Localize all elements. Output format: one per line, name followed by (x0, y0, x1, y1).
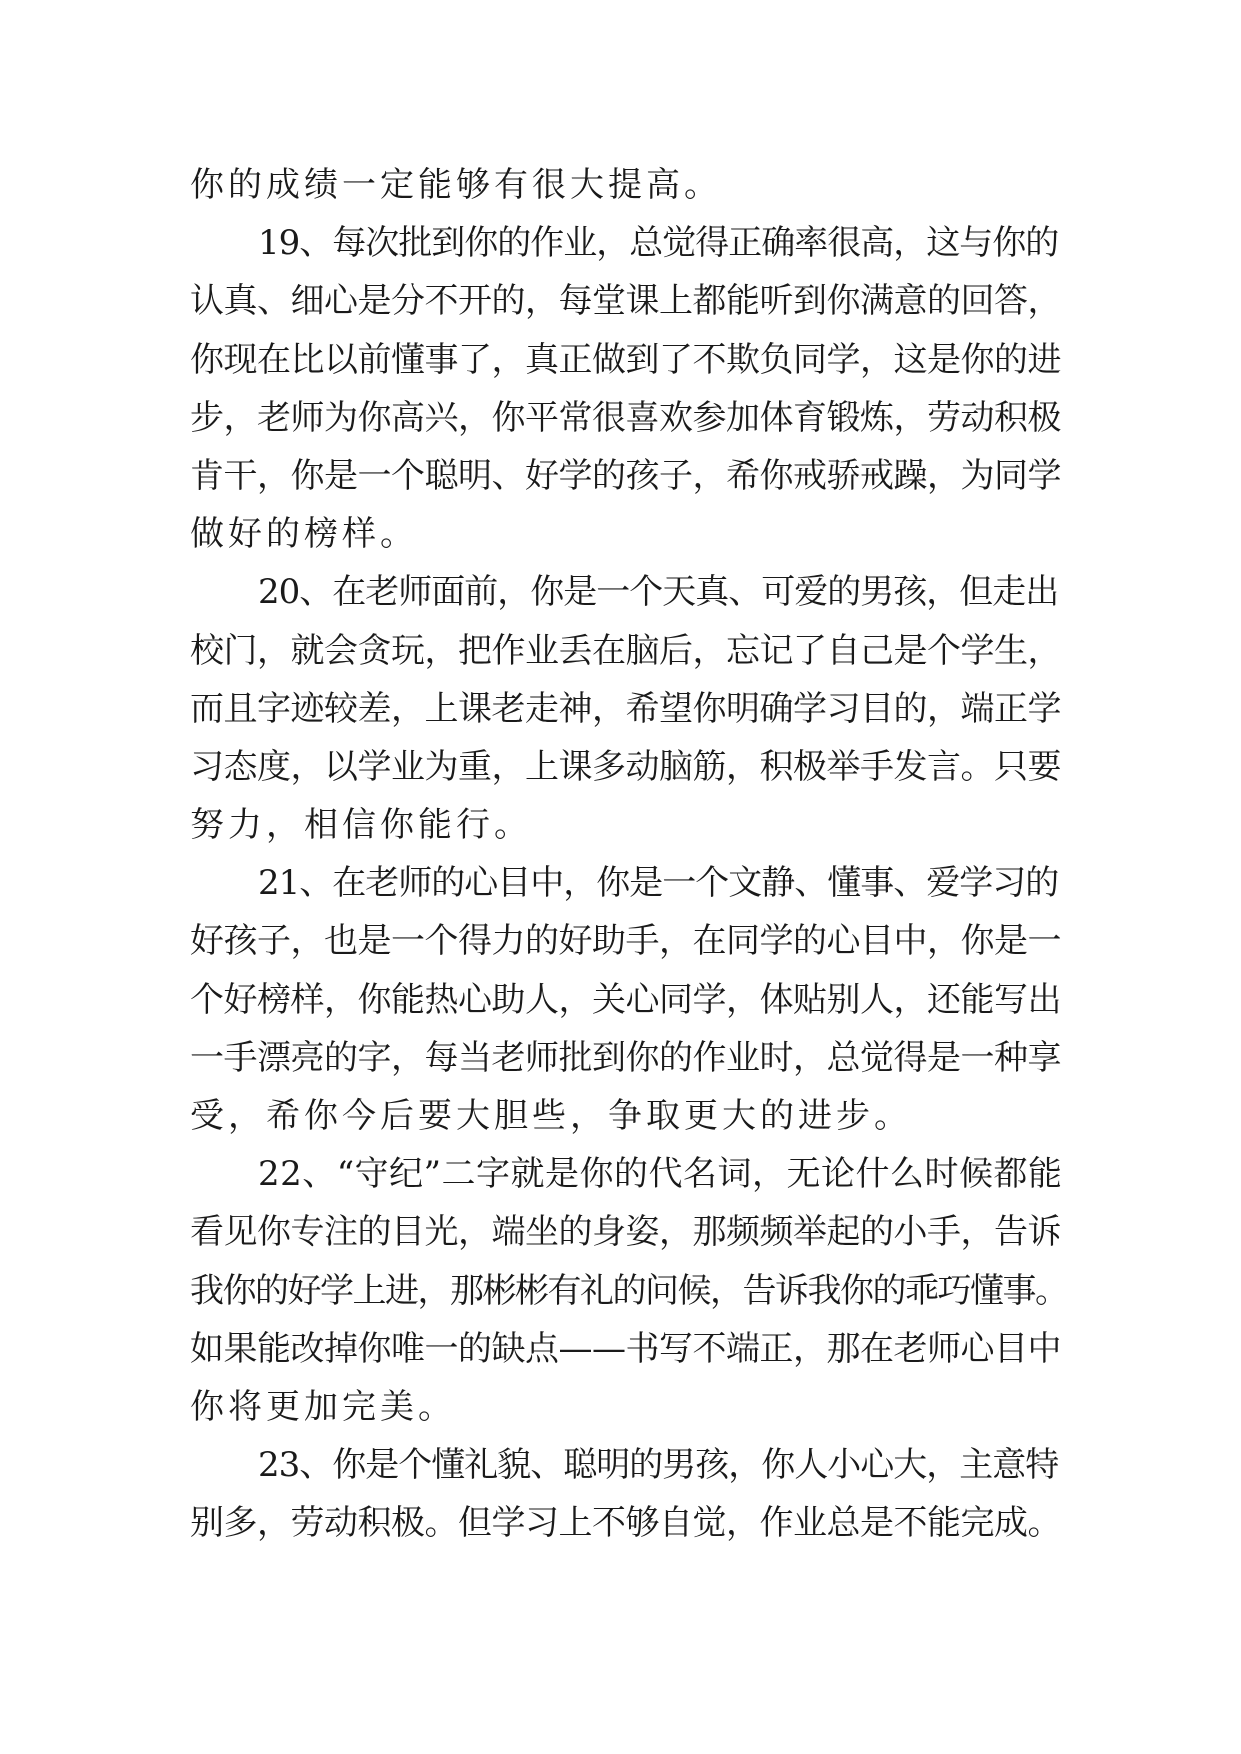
text-line: 你的成绩一定能够有很大提高。 (190, 165, 722, 205)
text-line: 校门，就会贪玩，把作业丢在脑后，忘记了自己是个学生， (190, 630, 1061, 671)
text-line: 一手漂亮的字，每当老师批到你的作业时，总觉得是一种享 (190, 1037, 1061, 1078)
text-line: 而且字迹较差，上课老走神，希望你明确学习目的，端正学 (190, 688, 1061, 729)
text-line: 如果能改掉你唯一的缺点——书写不端正，那在老师心目中 (190, 1328, 1061, 1369)
text-line: 步，老师为你高兴，你平常很喜欢参加体育锻炼，劳动积极 (190, 397, 1061, 438)
text-line: 认真、细心是分不开的，每堂课上都能听到你满意的回答， (190, 281, 1061, 322)
document-body (190, 156, 1070, 1553)
text-line: 21、在老师的心目中，你是一个文静、懂事、爱学习的 (258, 863, 1059, 904)
text-line: 做好的榜样。 (190, 514, 418, 555)
text-line: 好孩子，也是一个得力的好助手，在同学的心目中，你是一 (190, 921, 1061, 962)
text-line: 习态度，以学业为重，上课多动脑筋，积极举手发言。只要 (190, 746, 1061, 787)
text-line: 别多，劳动积极。但学习上不够自觉，作业总是不能完成。 (190, 1503, 1061, 1544)
text-line: 19、每次批到你的作业，总觉得正确率很高，这与你的 (258, 223, 1059, 264)
text-line: 肯干，你是一个聪明、好学的孩子，希你戒骄戒躁，为同学 (190, 455, 1061, 496)
text-line: 受，希你今后要大胆些，争取更大的进步。 (190, 1096, 912, 1136)
text-line: 个好榜样，你能热心助人，关心同学，体贴别人，还能写出 (190, 979, 1061, 1020)
text-line: 我你的好学上进，那彬彬有礼的问候，告诉我你的乖巧懂事。 (190, 1270, 1068, 1311)
text-line: 20、在老师面前，你是一个天真、可爱的男孩，但走出 (258, 572, 1059, 613)
text-line: 22、“守纪”二字就是你的代名词，无论什么时候都能 (258, 1154, 1063, 1195)
text-line: 努力，相信你能行。 (190, 805, 532, 846)
text-line: 看见你专注的目光，端坐的身姿，那频频举起的小手，告诉 (190, 1212, 1061, 1253)
text-line: 你现在比以前懂事了，真正做到了不欺负同学，这是你的进 (190, 339, 1061, 380)
text-line: 23、你是个懂礼貌、聪明的男孩，你人小心大，主意特 (258, 1445, 1059, 1486)
text-line: 你将更加完美。 (190, 1386, 456, 1427)
